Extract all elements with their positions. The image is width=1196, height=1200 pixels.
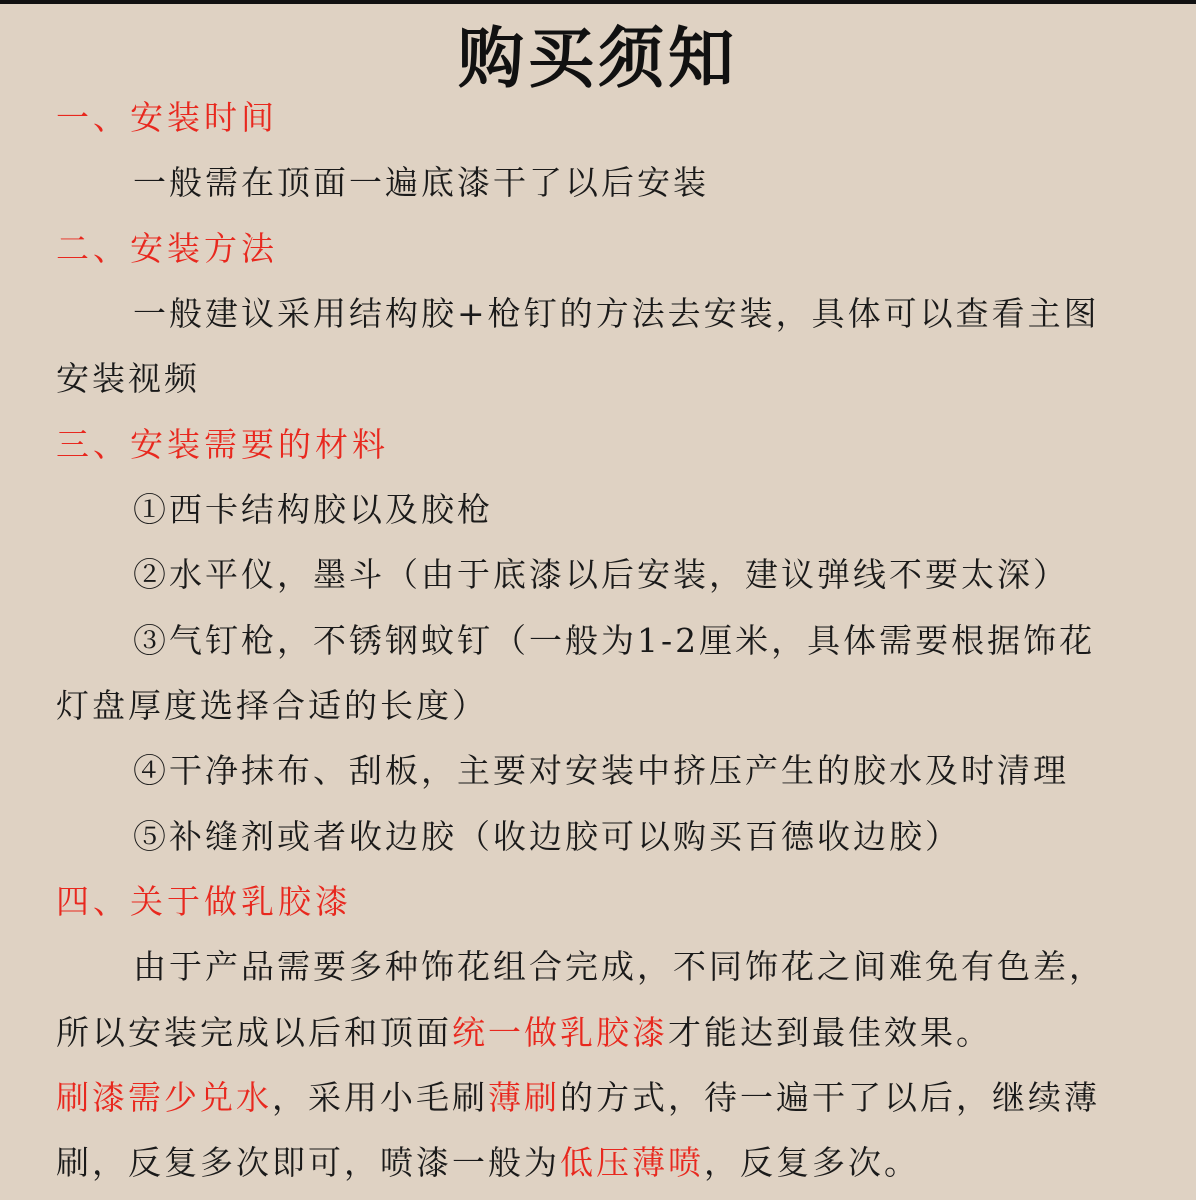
material-item: ②水平仪，墨斗（由于底漆以后安装，建议弹线不要太深） bbox=[133, 555, 1069, 594]
section-text: 一般需在顶面一遍底漆干了以后安装 bbox=[133, 163, 709, 202]
section-text: 安装视频 bbox=[56, 359, 200, 398]
material-item-continued: 灯盘厚度选择合适的长度） bbox=[56, 686, 488, 725]
paragraph-text: 刷，反复多次即可，喷漆一般为 bbox=[56, 1143, 560, 1182]
paragraph-line: 由于产品需要多种饰花组合完成，不同饰花之间难免有色差， bbox=[133, 947, 1105, 986]
paragraph-line bbox=[56, 1141, 920, 1185]
page-title: 购买须知 bbox=[458, 19, 738, 97]
paragraph-text: 的方式，待一遍干了以后，继续薄 bbox=[560, 1078, 1100, 1117]
material-item: ⑤补缝剂或者收边胶（收边胶可以购买百德收边胶） bbox=[133, 817, 961, 856]
section-heading-install-time: 一、安装时间 bbox=[56, 98, 278, 137]
section-heading-materials: 三、安装需要的材料 bbox=[56, 425, 389, 464]
material-item: ①西卡结构胶以及胶枪 bbox=[133, 490, 493, 529]
section-heading-install-method: 二、安装方法 bbox=[56, 229, 278, 268]
paragraph-text: ，采用小毛刷 bbox=[272, 1078, 488, 1117]
paragraph-line bbox=[56, 1011, 992, 1055]
paragraph-line bbox=[56, 1076, 1100, 1120]
paragraph-text: ，反复多次。 bbox=[704, 1143, 920, 1182]
material-item: ③气钉枪，不锈钢蚊钉（一般为1-2厘米，具体需要根据饰花 bbox=[133, 621, 1096, 660]
highlight-text: 薄刷 bbox=[488, 1078, 560, 1117]
highlight-text: 低压薄喷 bbox=[560, 1143, 704, 1182]
highlight-text: 统一做乳胶漆 bbox=[452, 1013, 668, 1052]
material-item: ④干净抹布、刮板，主要对安装中挤压产生的胶水及时清理 bbox=[133, 751, 1069, 790]
section-text: 一般建议采用结构胶+枪钉的方法去安装，具体可以查看主图 bbox=[133, 294, 1100, 333]
section-heading-latex-paint: 四、关于做乳胶漆 bbox=[56, 882, 352, 921]
paragraph-text: 所以安装完成以后和顶面 bbox=[56, 1013, 452, 1052]
paragraph-text: 才能达到最佳效果。 bbox=[668, 1013, 992, 1052]
highlight-text: 刷漆需少兑水 bbox=[56, 1078, 272, 1117]
